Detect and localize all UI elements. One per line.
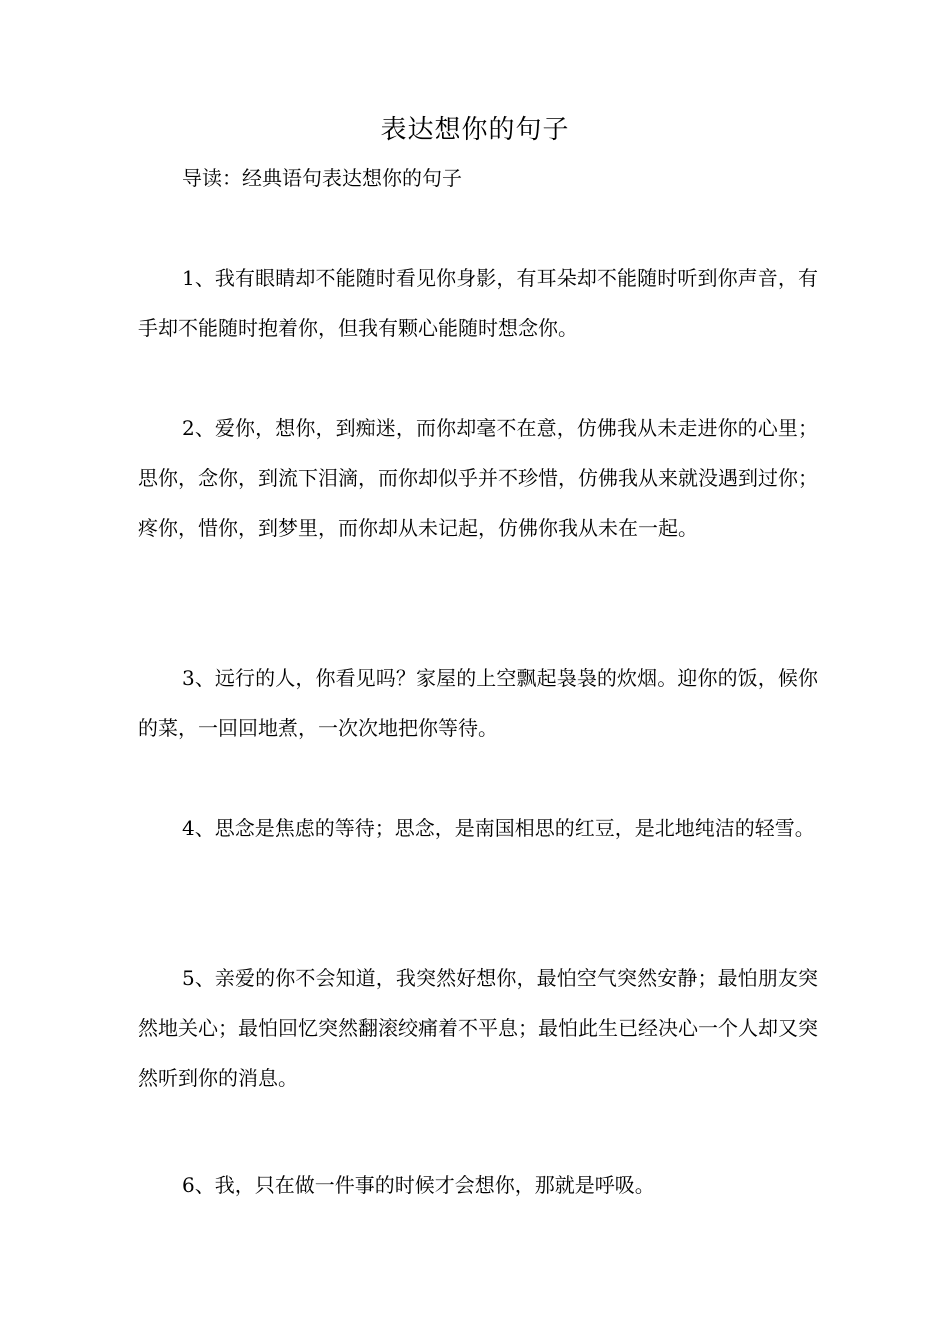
paragraph-5: 5、亲爱的你不会知道，我突然好想你，最怕空气突然安静；最怕朋友突然地关心；最怕回忆突然翻滚绞痛着不平息；最怕此生已经决心一个人却又突然听到你的消息。 [138,966,818,1090]
paragraph-2: 2、爱你，想你，到痴迷，而你却毫不在意，仿佛我从未走进你的心里；思你，念你，到流下泪滴，而你却似乎并不珍惜，仿佛我从来就没遇到过你；疼你，惜你，到梦里，而你却从未记起，仿佛你我从未在一起。 [138,416,818,540]
document-title: 表达想你的句子 [380,115,570,145]
paragraph-4: 4、思念是焦虑的等待；思念，是南国相思的红豆，是北地纯洁的轻雪。 [182,816,815,840]
paragraph-6: 6、我，只在做一件事的时候才会想你，那就是呼吸。 [182,1173,655,1197]
paragraph-3: 3、远行的人，你看见吗？家屋的上空飘起袅袅的炊烟。迎你的饭，候你的菜，一回回地煮，一次次地把你等待。 [138,666,818,740]
paragraph-1: 1、我有眼睛却不能随时看见你身影，有耳朵却不能随时听到你声音，有手却不能随时抱着你，但我有颗心能随时想念你。 [138,266,818,340]
intro-line: 导读：经典语句表达想你的句子 [182,166,462,190]
